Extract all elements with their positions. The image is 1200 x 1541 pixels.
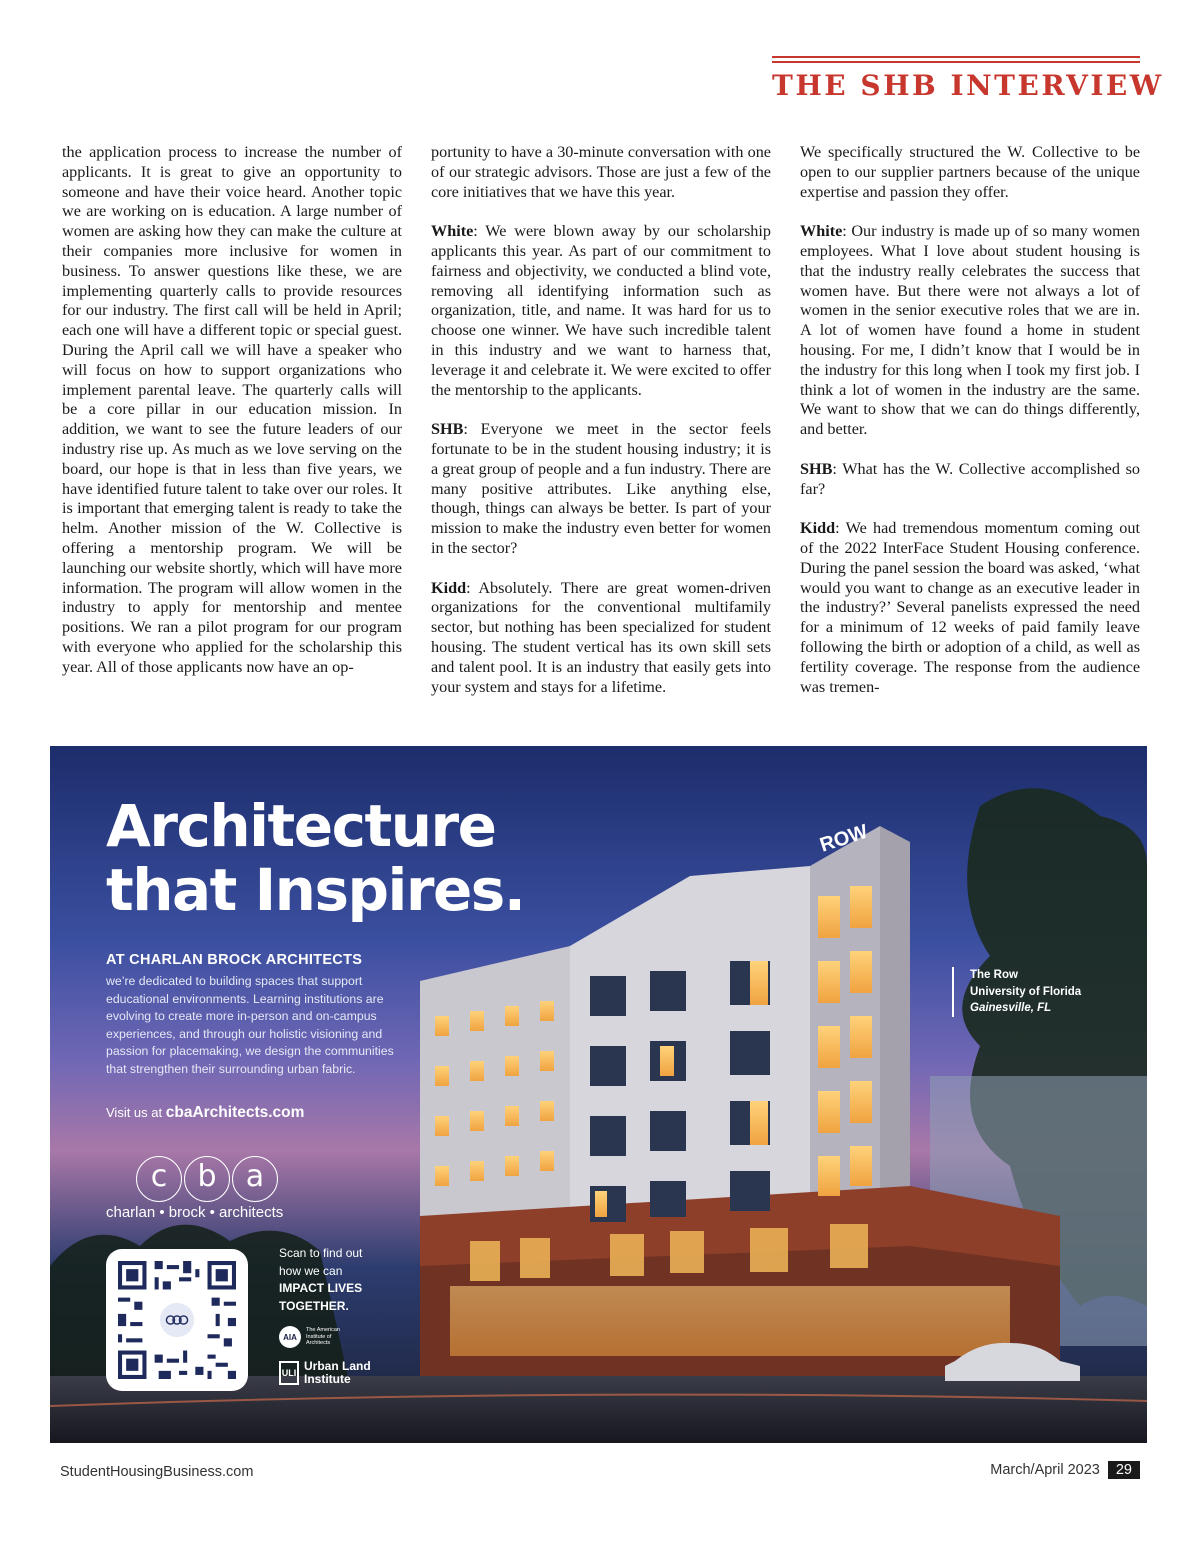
ad-scan-line-1: Scan to find out [279, 1246, 363, 1260]
section-header [772, 56, 1164, 102]
uli-line-2: Institute [304, 1371, 351, 1386]
article-column-3 [800, 143, 1140, 703]
paragraph-text: : Everyone we meet in the sector feels fortunate to be in the student housing industry; it is a great group of people and a fun industry. There are many positive attributes. Like anything else, though, things can always be better. Is part of your mission to make the industry even better for women in the sector? [431, 420, 771, 557]
article-column-1 [62, 143, 402, 703]
article-paragraph [431, 143, 771, 202]
article-paragraph [800, 460, 1140, 500]
footer-issue: March/April 2023 [990, 1462, 1100, 1478]
photo-caption [952, 967, 1081, 1017]
footer-issue-info [990, 1461, 1140, 1479]
paragraph-text: the application process to increase the number of applicants. It is great to give an opportunity to someone and have their voice heard. Another topic we are working on is education. A large number of women are asking how they can make the culture at their companies more inclusive for women in business. To answer questions like these, we are implementing quarterly calls to provide resources for our industry. The first call will be held in April; each one will have a different topic or special guest. During the April call we will have a speaker who will focus on how to support organizations who implement parental leave. The quarterly calls will be a core pillar in our education mission. In addition, we want to see the future leaders of our industry rise up. As much as we love serving on the board, our hope is that in less than five years, we have identified future talent to take over our roles. It is important that emerging talent is ready to take the helm. Another mission of the W. Collective is offering a mentorship program. We will be launching our website shortly, which will have more information. The program will allow women in the industry to apply for mentorship and mentee positions. We ran a pilot program for our program with everyone who applied for the scholarship this year. All of those applicants now have an op- [62, 143, 402, 676]
ad-scan-text [279, 1245, 362, 1315]
ad-headline [106, 794, 524, 922]
ad-visit-line[interactable] [106, 1104, 304, 1122]
speaker-name: SHB [431, 420, 464, 439]
ad-scan-line-2: how we can [279, 1263, 343, 1278]
qr-code[interactable] [106, 1249, 248, 1391]
building-corner [880, 826, 910, 1226]
header-rule-bottom [772, 61, 1140, 63]
ad-scan-line-3: IMPACT LIVES [279, 1281, 363, 1295]
article-paragraph [62, 143, 402, 678]
article-paragraph [800, 519, 1140, 697]
speaker-name: White [431, 222, 474, 241]
cba-logo [106, 1156, 326, 1221]
article-body [62, 143, 1140, 703]
ad-firm-heading: AT CHARLAN BROCK ARCHITECTS [106, 952, 363, 968]
paragraph-text: : Our industry is made up of so many women employees. What I love about student housing is that the industry really celebrates the success that women have. But there were not always a lot of women in the senior executive roles that we are in. A lot of women have found a home in student housing. For me, I didn’t know that I would be in the industry for this long when I took my first job. I think a lot of women in the industry are the same. We want to show that we can do things differently, and better. [800, 222, 1140, 439]
article-column-2 [431, 143, 771, 703]
cba-logo-letter-b: b [184, 1156, 230, 1202]
architecture-advertisement[interactable] [50, 746, 1147, 1443]
ad-headline-line-1: Architecture [106, 792, 496, 860]
cba-logo-letter-a: a [232, 1156, 278, 1202]
aia-logo-icon: AIA [279, 1326, 301, 1348]
speaker-name: Kidd [800, 519, 836, 538]
aia-logo-text: The American Institute of Architects [306, 1327, 340, 1347]
footer-website[interactable]: StudentHousingBusiness.com [60, 1464, 254, 1480]
article-paragraph [431, 579, 771, 698]
speaker-name: Kidd [431, 578, 467, 597]
page-number: 29 [1108, 1461, 1140, 1479]
caption-school: University of Florida [970, 985, 1082, 998]
speaker-name: SHB [800, 459, 833, 478]
building-sign: ROW [817, 820, 871, 857]
paragraph-text: : What has the W. Collective accomplished so far? [800, 459, 1140, 498]
paragraph-text: : Absolutely. There are great women-driven organizations for the conventional multifamily sector, but nothing has been specialized for student housing. The student vertical has its own skill sets and talent pool. It is an industry that easily gets into your system and stays for a lifetime. [431, 578, 771, 696]
ad-scan-line-4: TOGETHER. [279, 1298, 349, 1313]
ad-headline-line-2: that Inspires. [106, 856, 525, 924]
uli-logo-text [304, 1360, 371, 1385]
cba-logo-circles [136, 1156, 326, 1202]
ad-visit-url[interactable]: cbaArchitects.com [165, 1104, 305, 1121]
paragraph-text: We specifically structured the W. Collective to be open to our supplier partners because of the unique expertise and passion they offer. [800, 143, 1140, 201]
article-paragraph [431, 222, 771, 400]
section-title: THE SHB INTERVIEW [772, 69, 1164, 102]
cba-logo-tagline: charlan • brock • architects [106, 1204, 284, 1221]
aia-logo [279, 1326, 352, 1348]
qr-code-icon [118, 1261, 236, 1379]
uli-logo-icon: ULI [279, 1361, 299, 1385]
caption-project-name: The Row [970, 969, 1018, 981]
ad-visit-prefix: Visit us at [106, 1105, 166, 1120]
cba-logo-letter-c: c [136, 1156, 182, 1202]
paragraph-text: portunity to have a 30-minute conversation with one of our strategic advisors. Those are just a few of the core initiatives that we have this year. [431, 143, 771, 201]
paragraph-text: : We were blown away by our scholarship applicants this year. As part of our commitment to fairness and objectivity, we conducted a blind vote, removing all identifying information such as organization, title, and name. It was hard for us to choose one winner. We have such incredible talent in this industry and we want to harness that, leverage it and celebrate it. We were excited to offer the mentorship to the applicants. [431, 222, 771, 399]
header-rule-top [772, 56, 1140, 58]
caption-city: Gainesville, FL [970, 1002, 1052, 1014]
article-paragraph [800, 222, 1140, 440]
speaker-name: White [800, 222, 843, 241]
uli-line-1: Urban Land [304, 1359, 371, 1373]
paragraph-text: : We had tremendous momentum coming out of the 2022 InterFace Student Housing conference. During the panel session the board was asked, ‘what would you want to change as an executive leader in the industry?’ Several panelists expressed the need for a minimum of 12 weeks of paid family leave following the birth or adoption of a child, as well as fertility coverage. The response from the audience was tremen- [800, 519, 1140, 696]
article-paragraph [431, 420, 771, 559]
storefront-glow [450, 1286, 1010, 1356]
ad-blurb: we’re dedicated to building spaces that support educational environments. Learning institutions are evolving to create more in-person and on-campus experiences, and through our holistic visioning and passion for placemaking, we design the communities that strengthen their surrounding urban fabric. [106, 974, 394, 1076]
uli-logo [279, 1360, 371, 1385]
article-paragraph [800, 143, 1140, 202]
